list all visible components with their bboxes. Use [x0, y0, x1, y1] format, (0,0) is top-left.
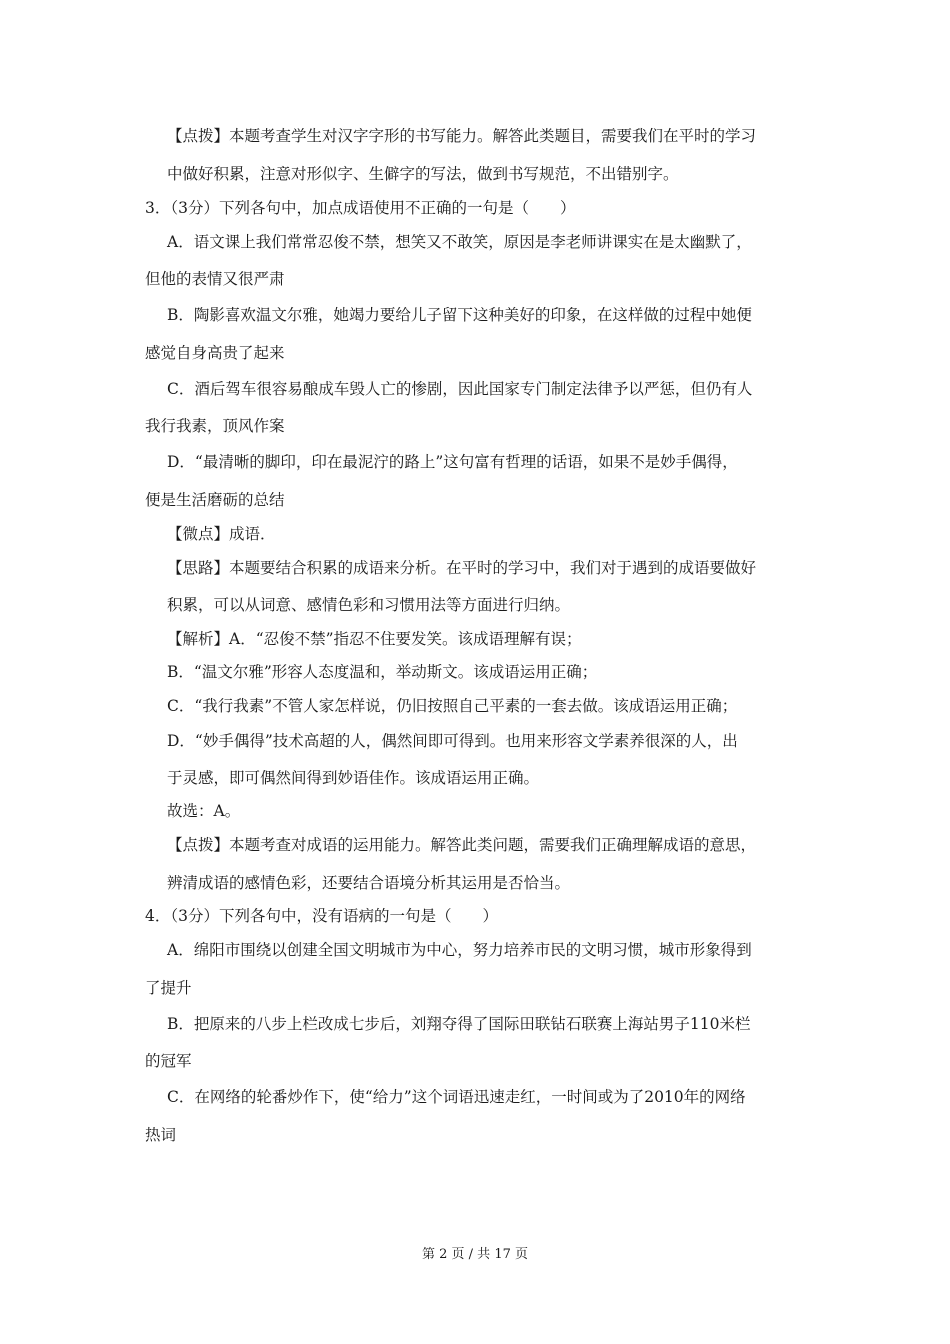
text-line: 【点拨】本题考查学生对汉字字形的书写能力。解答此类题目，需要我们在平时的学习	[167, 127, 757, 145]
q4-option-a-cont: 了提升	[145, 979, 192, 997]
jiexi-b-line: B．“温文尔雅”形容人态度温和，举动斯文。该成语运用正确；	[167, 663, 598, 681]
jiexi-d-line: D．“妙手偶得”技术高超的人，偶然间即可得到。也用来形容文学素养很深的人，出	[167, 732, 738, 750]
option-d-cont: 便是生活磨砺的总结	[145, 491, 285, 509]
q4-option-a-line: A．绵阳市围绕以创建全国文明城市为中心，努力培养市民的文明习惯，城市形象得到	[167, 941, 752, 959]
dianbo-cont: 辨清成语的感情色彩，还要结合语境分析其运用是否恰当。	[167, 874, 571, 892]
weidian-line: 【微点】成语．	[167, 525, 276, 543]
q4-option-c-line: C．在网络的轮番炒作下，使“给力”这个词语迅速走红，一时间或为了2010年的网络	[167, 1088, 746, 1106]
page-footer: 第 2 页 / 共 17 页	[422, 1247, 528, 1262]
option-a-cont: 但他的表情又很严肃	[145, 270, 285, 288]
question-4-stem: 4．（3分）下列各句中，没有语病的一句是（ ）	[145, 907, 498, 925]
question-3-stem: 3．（3分）下列各句中，加点成语使用不正确的一句是（ ）	[145, 199, 576, 217]
dianbo-line: 【点拨】本题考查对成语的运用能力。解答此类问题，需要我们正确理解成语的意思，	[167, 836, 757, 854]
option-b-cont: 感觉自身高贵了起来	[145, 344, 285, 362]
q4-option-b-line: B．把原来的八步上栏改成七步后，刘翔夺得了国际田联钻石联赛上海站男子110米栏	[167, 1015, 751, 1033]
text-line: 中做好积累，注意对形似字、生僻字的写法，做到书写规范，不出错别字。	[167, 165, 679, 183]
q4-option-b-cont: 的冠军	[145, 1052, 192, 1070]
option-c-line: C．酒后驾车很容易酿成车毁人亡的惨剧，因此国家专门制定法律予以严惩，但仍有人	[167, 380, 753, 398]
option-b-line: B．陶影喜欢温文尔雅，她竭力要给儿子留下这种美好的印象，在这样做的过程中她便	[167, 306, 752, 324]
answer-line: 故选：A。	[167, 802, 241, 820]
silu-line: 【思路】本题要结合积累的成语来分析。在平时的学习中，我们对于遇到的成语要做好	[167, 559, 757, 577]
option-c-cont: 我行我素，顶风作案	[145, 417, 285, 435]
jiexi-d-cont: 于灵感，即可偶然间得到妙语佳作。该成语运用正确。	[167, 769, 540, 787]
silu-cont: 积累，可以从词意、感情色彩和习惯用法等方面进行归纳。	[167, 596, 571, 614]
option-a-line: A．语文课上我们常常忍俊不禁，想笑又不敢笑，原因是李老师讲课实在是太幽默了，	[167, 233, 752, 251]
jiexi-line: 【解析】A．“忍俊不禁”指忍不住要发笑。该成语理解有误；	[167, 630, 582, 648]
jiexi-c-line: C．“我行我素”不管人家怎样说，仍旧按照自己平素的一套去做。该成语运用正确；	[167, 697, 738, 715]
q4-option-c-cont: 热词	[145, 1126, 177, 1144]
option-d-line: D．“最清晰的脚印，印在最泥泞的路上”这句富有哲理的话语，如果不是妙手偶得，	[167, 453, 738, 471]
